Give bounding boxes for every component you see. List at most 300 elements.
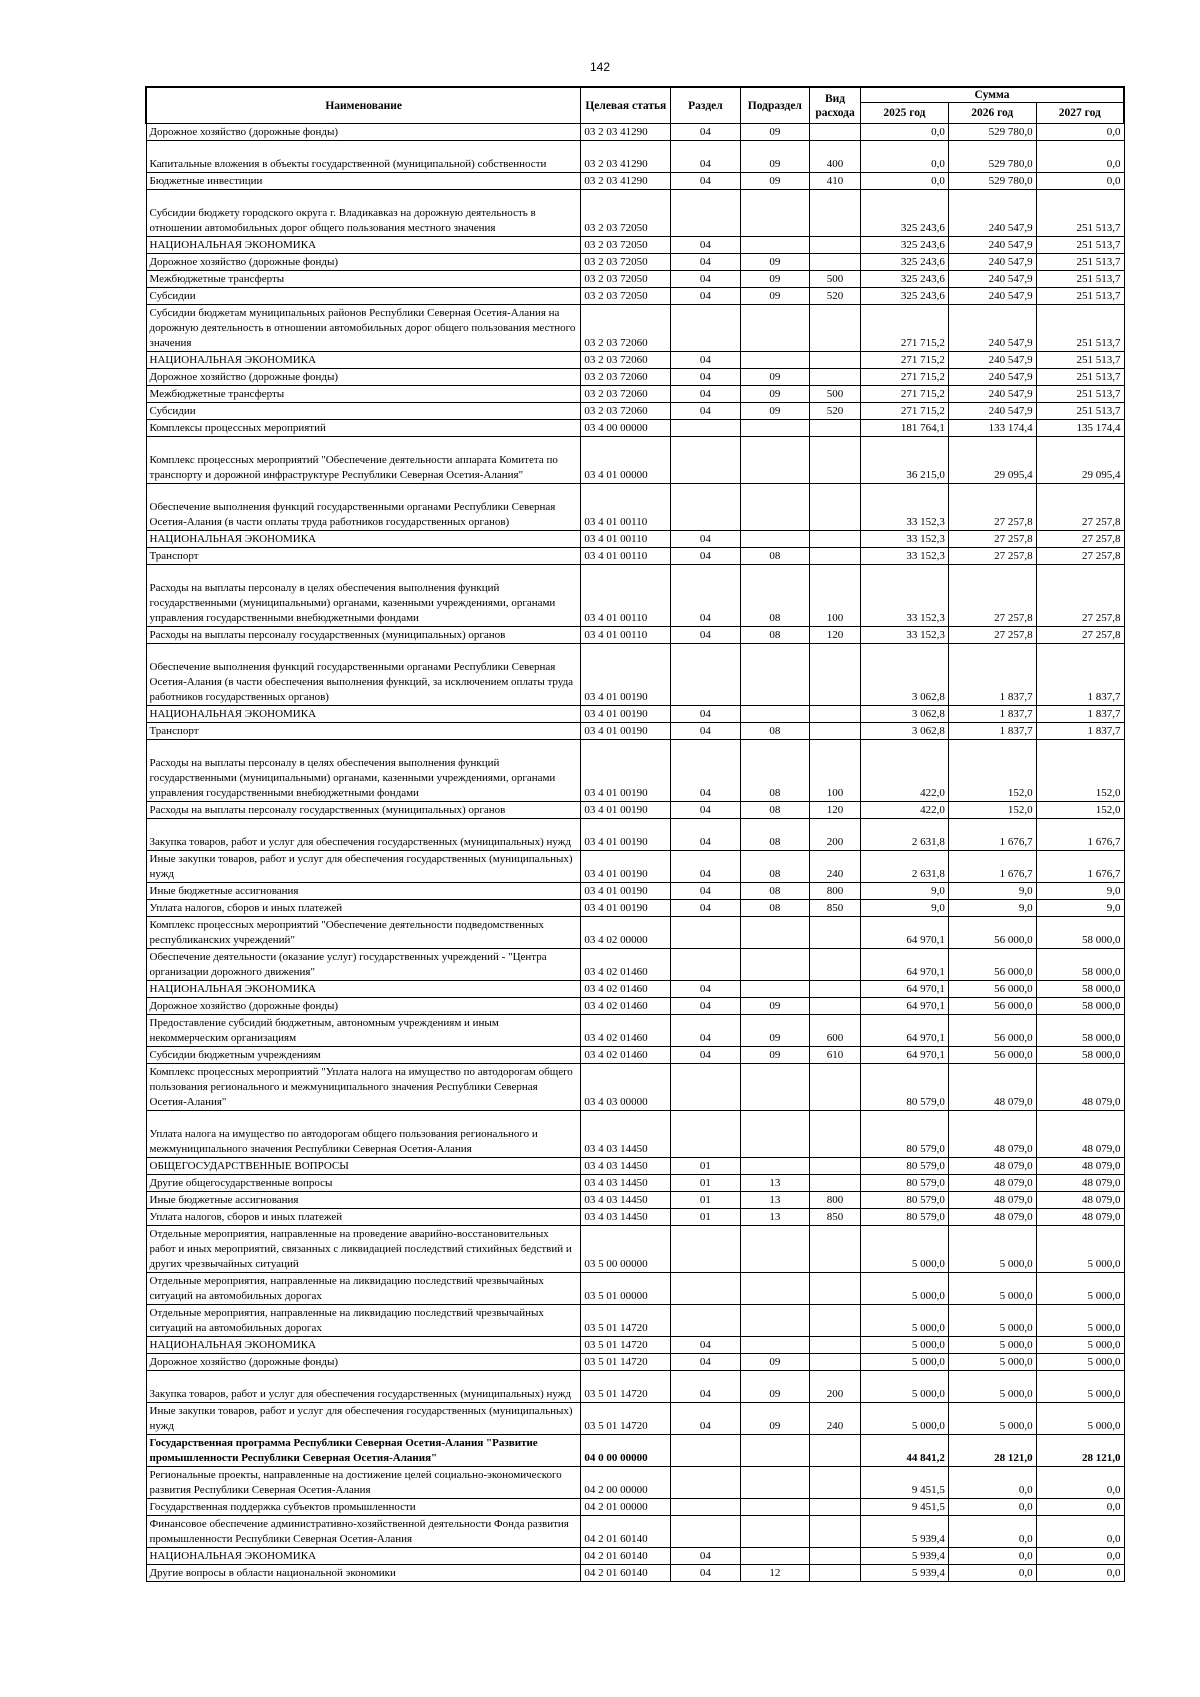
row-name-cell: Расходы на выплаты персоналу в целях обеспечения выполнения функций государственными (муниципальными) органами, казенными учреждениями, органами управления государственными внебюджетными фондами <box>146 565 581 627</box>
row-subsection-cell: 09 <box>740 386 809 403</box>
row-name-cell: Комплекс процессных мероприятий "Уплата налога на имущество по автодорогам общего пользования регионального и межмуниципального значения Республики Северная Осетия-Алания" <box>146 1064 581 1111</box>
row-name-cell: НАЦИОНАЛЬНАЯ ЭКОНОМИКА <box>146 352 581 369</box>
header-subsection: Подраздел <box>740 87 809 124</box>
row-type-cell <box>810 1337 861 1354</box>
table-row <box>146 1047 1124 1064</box>
row-2026-cell: 240 547,9 <box>948 271 1036 288</box>
row-target-cell: 03 2 03 72050 <box>581 288 671 305</box>
table-row <box>146 548 1124 565</box>
row-name-cell: Иные закупки товаров, работ и услуг для обеспечения государственных (муниципальных) нужд <box>146 851 581 883</box>
row-2026-cell: 48 079,0 <box>948 1064 1036 1111</box>
row-section-cell: 04 <box>671 254 740 271</box>
row-section-cell <box>671 1064 740 1111</box>
row-2027-cell: 135 174,4 <box>1036 420 1124 437</box>
row-subsection-cell <box>740 437 809 484</box>
row-2025-cell: 325 243,6 <box>861 288 949 305</box>
row-target-cell: 03 5 01 14720 <box>581 1354 671 1371</box>
row-name-cell: Межбюджетные трансферты <box>146 386 581 403</box>
row-2027-cell: 152,0 <box>1036 740 1124 802</box>
row-type-cell <box>810 998 861 1015</box>
row-subsection-cell <box>740 644 809 706</box>
row-name-cell: НАЦИОНАЛЬНАЯ ЭКОНОМИКА <box>146 237 581 254</box>
row-section-cell: 04 <box>671 352 740 369</box>
row-2027-cell: 48 079,0 <box>1036 1111 1124 1158</box>
row-2027-cell: 0,0 <box>1036 1516 1124 1548</box>
row-2025-cell: 33 152,3 <box>861 548 949 565</box>
row-2025-cell: 325 243,6 <box>861 237 949 254</box>
row-2026-cell: 0,0 <box>948 1467 1036 1499</box>
row-2025-cell: 5 939,4 <box>861 1548 949 1565</box>
row-section-cell: 01 <box>671 1175 740 1192</box>
row-2025-cell: 5 939,4 <box>861 1516 949 1548</box>
row-section-cell <box>671 1499 740 1516</box>
row-subsection-cell <box>740 1548 809 1565</box>
row-type-cell <box>810 949 861 981</box>
table-row <box>146 173 1124 190</box>
table-row <box>146 531 1124 548</box>
row-2026-cell: 5 000,0 <box>948 1226 1036 1273</box>
row-type-cell: 850 <box>810 900 861 917</box>
row-type-cell: 500 <box>810 386 861 403</box>
row-type-cell <box>810 1435 861 1467</box>
header-type: Вид расхода <box>810 87 861 124</box>
row-target-cell: 03 4 02 01460 <box>581 1015 671 1047</box>
row-2025-cell: 64 970,1 <box>861 981 949 998</box>
row-subsection-cell <box>740 484 809 531</box>
table-row <box>146 644 1124 706</box>
row-section-cell: 04 <box>671 1047 740 1064</box>
table-row <box>146 851 1124 883</box>
row-type-cell: 400 <box>810 141 861 173</box>
row-2027-cell: 251 513,7 <box>1036 254 1124 271</box>
row-subsection-cell <box>740 305 809 352</box>
row-type-cell: 800 <box>810 1192 861 1209</box>
row-2025-cell: 9,0 <box>861 900 949 917</box>
row-subsection-cell: 08 <box>740 883 809 900</box>
row-type-cell <box>810 352 861 369</box>
header-sum: Сумма <box>861 87 1124 103</box>
row-subsection-cell: 08 <box>740 802 809 819</box>
row-target-cell: 03 4 01 00190 <box>581 883 671 900</box>
row-2026-cell: 56 000,0 <box>948 981 1036 998</box>
row-name-cell: Предоставление субсидий бюджетным, автономным учреждениям и иным некоммерческим организациям <box>146 1015 581 1047</box>
row-2026-cell: 28 121,0 <box>948 1435 1036 1467</box>
row-name-cell: Расходы на выплаты персоналу государственных (муниципальных) органов <box>146 802 581 819</box>
row-2027-cell: 58 000,0 <box>1036 949 1124 981</box>
row-name-cell: Другие общегосударственные вопросы <box>146 1175 581 1192</box>
row-2027-cell: 152,0 <box>1036 802 1124 819</box>
row-section-cell: 04 <box>671 271 740 288</box>
row-2027-cell: 5 000,0 <box>1036 1226 1124 1273</box>
row-2027-cell: 0,0 <box>1036 1467 1124 1499</box>
row-type-cell: 610 <box>810 1047 861 1064</box>
row-type-cell <box>810 1548 861 1565</box>
table-row <box>146 627 1124 644</box>
row-2027-cell: 48 079,0 <box>1036 1175 1124 1192</box>
row-target-cell: 03 5 01 14720 <box>581 1371 671 1403</box>
table-row <box>146 883 1124 900</box>
row-target-cell: 03 4 01 00190 <box>581 740 671 802</box>
row-type-cell <box>810 917 861 949</box>
row-subsection-cell <box>740 1111 809 1158</box>
row-2025-cell: 80 579,0 <box>861 1209 949 1226</box>
row-name-cell: НАЦИОНАЛЬНАЯ ЭКОНОМИКА <box>146 1548 581 1565</box>
row-target-cell: 04 2 01 00000 <box>581 1499 671 1516</box>
row-type-cell <box>810 1111 861 1158</box>
row-2027-cell: 5 000,0 <box>1036 1354 1124 1371</box>
row-type-cell: 120 <box>810 627 861 644</box>
row-name-cell: Уплата налогов, сборов и иных платежей <box>146 900 581 917</box>
row-2026-cell: 529 780,0 <box>948 141 1036 173</box>
row-2027-cell: 251 513,7 <box>1036 386 1124 403</box>
row-2027-cell: 58 000,0 <box>1036 1015 1124 1047</box>
row-2026-cell: 1 837,7 <box>948 723 1036 740</box>
row-2025-cell: 33 152,3 <box>861 484 949 531</box>
row-type-cell <box>810 644 861 706</box>
row-2027-cell: 0,0 <box>1036 173 1124 190</box>
row-2025-cell: 422,0 <box>861 740 949 802</box>
row-section-cell: 04 <box>671 998 740 1015</box>
row-section-cell: 04 <box>671 981 740 998</box>
row-2027-cell: 0,0 <box>1036 1548 1124 1565</box>
row-2027-cell: 28 121,0 <box>1036 1435 1124 1467</box>
row-subsection-cell: 09 <box>740 271 809 288</box>
row-target-cell: 03 2 03 72060 <box>581 403 671 420</box>
row-section-cell: 04 <box>671 403 740 420</box>
row-2026-cell: 5 000,0 <box>948 1273 1036 1305</box>
row-target-cell: 03 5 01 00000 <box>581 1273 671 1305</box>
row-2026-cell: 29 095,4 <box>948 437 1036 484</box>
row-subsection-cell: 13 <box>740 1209 809 1226</box>
row-target-cell: 04 2 01 60140 <box>581 1548 671 1565</box>
row-2025-cell: 271 715,2 <box>861 352 949 369</box>
row-2026-cell: 27 257,8 <box>948 627 1036 644</box>
row-2026-cell: 1 676,7 <box>948 851 1036 883</box>
row-2025-cell: 422,0 <box>861 802 949 819</box>
row-subsection-cell <box>740 1516 809 1548</box>
row-target-cell: 03 2 03 72060 <box>581 386 671 403</box>
row-target-cell: 03 4 01 00110 <box>581 565 671 627</box>
row-section-cell <box>671 190 740 237</box>
row-2025-cell: 44 841,2 <box>861 1435 949 1467</box>
row-2025-cell: 80 579,0 <box>861 1192 949 1209</box>
row-name-cell: Обеспечение выполнения функций государственными органами Республики Северная Осетия-Алания (в части обеспечения выполнения функций, за исключением оплаты труда работников государственных органов) <box>146 644 581 706</box>
row-2027-cell: 58 000,0 <box>1036 981 1124 998</box>
row-section-cell: 04 <box>671 141 740 173</box>
row-target-cell: 04 0 00 00000 <box>581 1435 671 1467</box>
row-subsection-cell: 09 <box>740 141 809 173</box>
row-2027-cell: 5 000,0 <box>1036 1371 1124 1403</box>
row-2025-cell: 325 243,6 <box>861 254 949 271</box>
row-type-cell: 500 <box>810 271 861 288</box>
row-section-cell <box>671 1467 740 1499</box>
row-section-cell <box>671 1273 740 1305</box>
row-name-cell: Расходы на выплаты персоналу государственных (муниципальных) органов <box>146 627 581 644</box>
row-2027-cell: 1 837,7 <box>1036 706 1124 723</box>
row-subsection-cell: 08 <box>740 900 809 917</box>
row-name-cell: Субсидии бюджетам муниципальных районов Республики Северная Осетия-Алания на дорожную деятельность в отношении автомобильных дорог общего пользования местного значения <box>146 305 581 352</box>
row-2027-cell: 9,0 <box>1036 883 1124 900</box>
row-subsection-cell <box>740 1158 809 1175</box>
row-2027-cell: 48 079,0 <box>1036 1209 1124 1226</box>
row-subsection-cell: 09 <box>740 1047 809 1064</box>
row-target-cell: 04 2 00 00000 <box>581 1467 671 1499</box>
table-row <box>146 1354 1124 1371</box>
row-2025-cell: 5 000,0 <box>861 1337 949 1354</box>
header-name: Наименование <box>146 87 581 124</box>
row-target-cell: 03 4 02 01460 <box>581 1047 671 1064</box>
row-section-cell <box>671 305 740 352</box>
row-2027-cell: 58 000,0 <box>1036 917 1124 949</box>
row-type-cell: 120 <box>810 802 861 819</box>
row-target-cell: 03 2 03 72060 <box>581 369 671 386</box>
row-2025-cell: 271 715,2 <box>861 386 949 403</box>
budget-table <box>145 86 1125 1582</box>
row-2027-cell: 251 513,7 <box>1036 271 1124 288</box>
row-target-cell: 03 2 03 72050 <box>581 190 671 237</box>
row-2026-cell: 152,0 <box>948 802 1036 819</box>
row-subsection-cell: 08 <box>740 548 809 565</box>
row-type-cell <box>810 706 861 723</box>
table-row <box>146 484 1124 531</box>
row-type-cell <box>810 1516 861 1548</box>
row-section-cell: 04 <box>671 369 740 386</box>
row-type-cell <box>810 190 861 237</box>
row-2025-cell: 0,0 <box>861 141 949 173</box>
row-target-cell: 03 4 01 00190 <box>581 644 671 706</box>
row-target-cell: 03 4 01 00110 <box>581 484 671 531</box>
row-target-cell: 03 4 03 14450 <box>581 1158 671 1175</box>
row-2027-cell: 27 257,8 <box>1036 565 1124 627</box>
row-2026-cell: 5 000,0 <box>948 1337 1036 1354</box>
row-target-cell: 03 4 01 00110 <box>581 627 671 644</box>
row-section-cell <box>671 437 740 484</box>
row-2027-cell: 251 513,7 <box>1036 403 1124 420</box>
row-2025-cell: 3 062,8 <box>861 644 949 706</box>
row-2027-cell: 5 000,0 <box>1036 1337 1124 1354</box>
row-2025-cell: 64 970,1 <box>861 949 949 981</box>
row-2026-cell: 529 780,0 <box>948 124 1036 141</box>
row-type-cell <box>810 369 861 386</box>
table-row <box>146 1337 1124 1354</box>
row-target-cell: 03 5 00 00000 <box>581 1226 671 1273</box>
table-row <box>146 386 1124 403</box>
row-2027-cell: 1 837,7 <box>1036 723 1124 740</box>
row-name-cell: Закупка товаров, работ и услуг для обеспечения государственных (муниципальных) нужд <box>146 1371 581 1403</box>
header-2027: 2027 год <box>1036 103 1124 124</box>
row-2027-cell: 29 095,4 <box>1036 437 1124 484</box>
row-subsection-cell: 08 <box>740 627 809 644</box>
row-subsection-cell: 09 <box>740 1403 809 1435</box>
row-2026-cell: 529 780,0 <box>948 173 1036 190</box>
row-2027-cell: 5 000,0 <box>1036 1273 1124 1305</box>
row-type-cell <box>810 305 861 352</box>
table-row <box>146 998 1124 1015</box>
row-name-cell: НАЦИОНАЛЬНАЯ ЭКОНОМИКА <box>146 981 581 998</box>
row-subsection-cell: 09 <box>740 1354 809 1371</box>
row-2026-cell: 9,0 <box>948 883 1036 900</box>
row-section-cell <box>671 1516 740 1548</box>
row-2026-cell: 5 000,0 <box>948 1403 1036 1435</box>
row-type-cell <box>810 981 861 998</box>
row-subsection-cell <box>740 1467 809 1499</box>
row-type-cell: 600 <box>810 1015 861 1047</box>
row-name-cell: НАЦИОНАЛЬНАЯ ЭКОНОМИКА <box>146 531 581 548</box>
row-target-cell: 03 4 03 14450 <box>581 1192 671 1209</box>
row-section-cell <box>671 1435 740 1467</box>
row-2025-cell: 0,0 <box>861 124 949 141</box>
row-subsection-cell <box>740 1435 809 1467</box>
row-type-cell: 240 <box>810 851 861 883</box>
row-name-cell: Транспорт <box>146 548 581 565</box>
row-type-cell <box>810 124 861 141</box>
row-2025-cell: 80 579,0 <box>861 1064 949 1111</box>
table-row <box>146 1305 1124 1337</box>
table-row <box>146 1403 1124 1435</box>
row-target-cell: 03 5 01 14720 <box>581 1337 671 1354</box>
row-type-cell <box>810 1226 861 1273</box>
row-name-cell: Дорожное хозяйство (дорожные фонды) <box>146 124 581 141</box>
row-section-cell <box>671 644 740 706</box>
row-subsection-cell <box>740 706 809 723</box>
row-target-cell: 03 4 03 14450 <box>581 1111 671 1158</box>
row-target-cell: 03 4 03 14450 <box>581 1175 671 1192</box>
table-row <box>146 237 1124 254</box>
row-2026-cell: 133 174,4 <box>948 420 1036 437</box>
row-2025-cell: 325 243,6 <box>861 271 949 288</box>
row-name-cell: Дорожное хозяйство (дорожные фонды) <box>146 1354 581 1371</box>
row-type-cell <box>810 1273 861 1305</box>
row-section-cell: 04 <box>671 173 740 190</box>
row-2026-cell: 27 257,8 <box>948 531 1036 548</box>
row-type-cell: 200 <box>810 819 861 851</box>
row-section-cell: 04 <box>671 1371 740 1403</box>
row-name-cell: Иные бюджетные ассигнования <box>146 883 581 900</box>
row-section-cell: 04 <box>671 883 740 900</box>
row-target-cell: 03 4 02 01460 <box>581 981 671 998</box>
table-row <box>146 1516 1124 1548</box>
row-target-cell: 03 4 03 00000 <box>581 1064 671 1111</box>
row-name-cell: Уплата налога на имущество по автодорогам общего пользования регионального и межмуниципального значения Республики Северная Осетия-Алания <box>146 1111 581 1158</box>
row-name-cell: Комплекс процессных мероприятий "Обеспечение деятельности подведомственных республиканских учреждений" <box>146 917 581 949</box>
row-2026-cell: 56 000,0 <box>948 1047 1036 1064</box>
row-target-cell: 03 4 02 01460 <box>581 949 671 981</box>
table-row <box>146 437 1124 484</box>
table-row <box>146 1209 1124 1226</box>
row-type-cell: 850 <box>810 1209 861 1226</box>
row-type-cell <box>810 254 861 271</box>
row-section-cell: 04 <box>671 819 740 851</box>
row-name-cell: Финансовое обеспечение административно-хозяйственной деятельности Фонда развития промышленности Республики Северная Осетия-Алания <box>146 1516 581 1548</box>
row-type-cell: 520 <box>810 403 861 420</box>
row-2027-cell: 5 000,0 <box>1036 1305 1124 1337</box>
row-2026-cell: 27 257,8 <box>948 484 1036 531</box>
row-2026-cell: 0,0 <box>948 1548 1036 1565</box>
row-target-cell: 03 4 00 00000 <box>581 420 671 437</box>
row-2025-cell: 271 715,2 <box>861 305 949 352</box>
row-name-cell: Обеспечение деятельности (оказание услуг) государственных учреждений - "Центра организации дорожного движения" <box>146 949 581 981</box>
row-subsection-cell <box>740 190 809 237</box>
row-name-cell: Комплексы процессных мероприятий <box>146 420 581 437</box>
row-section-cell: 04 <box>671 740 740 802</box>
table-row <box>146 124 1124 141</box>
row-target-cell: 03 4 01 00110 <box>581 548 671 565</box>
row-target-cell: 03 4 01 00190 <box>581 802 671 819</box>
row-2027-cell: 48 079,0 <box>1036 1158 1124 1175</box>
row-name-cell: Отдельные мероприятия, направленные на ликвидацию последствий чрезвычайных ситуаций на автомобильных дорогах <box>146 1273 581 1305</box>
table-row <box>146 1064 1124 1111</box>
row-name-cell: Дорожное хозяйство (дорожные фонды) <box>146 369 581 386</box>
row-section-cell <box>671 420 740 437</box>
row-section-cell: 04 <box>671 548 740 565</box>
table-row <box>146 1175 1124 1192</box>
row-2025-cell: 64 970,1 <box>861 1047 949 1064</box>
row-name-cell: Отдельные мероприятия, направленные на ликвидацию последствий чрезвычайных ситуаций на автомобильных дорогах <box>146 1305 581 1337</box>
row-type-cell: 100 <box>810 565 861 627</box>
row-2027-cell: 48 079,0 <box>1036 1192 1124 1209</box>
row-subsection-cell: 09 <box>740 369 809 386</box>
table-row <box>146 1158 1124 1175</box>
row-name-cell: Уплата налогов, сборов и иных платежей <box>146 1209 581 1226</box>
row-subsection-cell <box>740 917 809 949</box>
table-body <box>146 124 1124 1582</box>
row-section-cell: 04 <box>671 706 740 723</box>
row-section-cell: 04 <box>671 1548 740 1565</box>
row-2027-cell: 5 000,0 <box>1036 1403 1124 1435</box>
row-subsection-cell <box>740 531 809 548</box>
row-type-cell: 410 <box>810 173 861 190</box>
row-section-cell: 04 <box>671 565 740 627</box>
row-2025-cell: 5 000,0 <box>861 1371 949 1403</box>
table-row <box>146 1548 1124 1565</box>
row-target-cell: 03 2 03 72060 <box>581 305 671 352</box>
table-row <box>146 1015 1124 1047</box>
row-section-cell <box>671 1111 740 1158</box>
table-row <box>146 190 1124 237</box>
row-type-cell <box>810 1467 861 1499</box>
row-subsection-cell <box>740 1226 809 1273</box>
row-2025-cell: 3 062,8 <box>861 723 949 740</box>
row-type-cell <box>810 420 861 437</box>
row-2027-cell: 251 513,7 <box>1036 352 1124 369</box>
row-2026-cell: 240 547,9 <box>948 352 1036 369</box>
row-2026-cell: 0,0 <box>948 1499 1036 1516</box>
row-type-cell <box>810 1305 861 1337</box>
row-name-cell: Закупка товаров, работ и услуг для обеспечения государственных (муниципальных) нужд <box>146 819 581 851</box>
row-target-cell: 03 2 03 72050 <box>581 237 671 254</box>
row-section-cell: 04 <box>671 723 740 740</box>
row-2026-cell: 240 547,9 <box>948 403 1036 420</box>
row-type-cell: 520 <box>810 288 861 305</box>
table-row <box>146 981 1124 998</box>
row-2026-cell: 152,0 <box>948 740 1036 802</box>
row-target-cell: 03 2 03 72050 <box>581 254 671 271</box>
row-section-cell: 04 <box>671 1565 740 1582</box>
row-2026-cell: 56 000,0 <box>948 917 1036 949</box>
header-target: Целевая статья <box>581 87 671 124</box>
row-2026-cell: 56 000,0 <box>948 1015 1036 1047</box>
row-target-cell: 03 2 03 72050 <box>581 271 671 288</box>
row-section-cell <box>671 949 740 981</box>
row-type-cell <box>810 548 861 565</box>
row-name-cell: Иные закупки товаров, работ и услуг для обеспечения государственных (муниципальных) нужд <box>146 1403 581 1435</box>
row-section-cell <box>671 484 740 531</box>
row-2027-cell: 58 000,0 <box>1036 998 1124 1015</box>
row-section-cell <box>671 1226 740 1273</box>
row-2026-cell: 240 547,9 <box>948 386 1036 403</box>
row-2025-cell: 3 062,8 <box>861 706 949 723</box>
table-row <box>146 1273 1124 1305</box>
